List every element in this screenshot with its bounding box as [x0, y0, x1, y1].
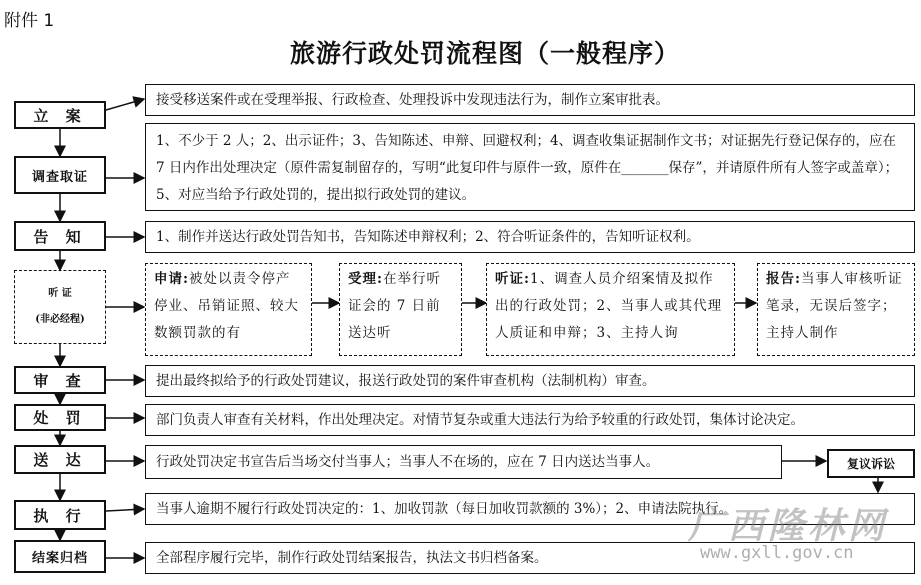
watermark-brand: 广西隆林网 — [688, 505, 889, 547]
arrow-execution-desc — [106, 509, 144, 511]
desc-filing: 接受移送案件或在受理举报、行政检查、处理投诉中发现违法行为，制作立案审批表。 — [145, 84, 915, 116]
hearing-apply-text: 被处以责令停产停业、吊销证照、较大数额罚款的有 — [154, 271, 299, 341]
step-filing: 立 案 — [14, 101, 106, 129]
step-service: 送 达 — [14, 445, 106, 474]
step-hearing — [14, 270, 106, 344]
hearing-apply-label: 申请: — [154, 271, 189, 287]
step-penalty: 处 罚 — [14, 404, 106, 431]
hearing-step-note: (非必经程) — [35, 314, 85, 325]
hearing-accept-box — [339, 263, 462, 356]
hearing-proceedings-box — [486, 263, 735, 356]
desc-closing: 全部程序履行完毕，制作行政处罚结案报告，执法文书归档备案。 — [145, 542, 915, 574]
hearing-accept-label: 受理: — [348, 271, 383, 287]
hearing-report-label: 报告: — [766, 271, 801, 287]
arrow-filing-desc — [106, 99, 144, 110]
desc-penalty: 部门负责人审查有关材料，作出处理决定。对情节复杂或重大违法行为给予较重的行政处罚，集体讨论决定。 — [145, 404, 915, 436]
desc-notice: 1、制作并送达行政处罚告知书，告知陈述申辩权利；2、符合听证条件的，告知听证权利。 — [145, 221, 915, 253]
hearing-report-text: 当事人审核听证笔录，无误后签字；主持人制作 — [766, 271, 903, 341]
hearing-step-title: 听 证 — [48, 288, 72, 299]
page-title: 旅游行政处罚流程图（一般程序） — [289, 39, 680, 68]
step-execution: 执 行 — [14, 500, 106, 530]
review-litigation-box: 复议诉讼 — [827, 449, 915, 478]
step-investigation: 调查取证 — [14, 156, 106, 194]
step-closing: 结案归档 — [14, 540, 106, 573]
desc-service: 行政处罚决定书宣告后当场交付当事人；当事人不在场的，应在 7 日内送达当事人。 — [145, 445, 782, 479]
hearing-apply-box — [145, 263, 312, 356]
hearing-accept-text: 在举行听证会的 7 日前送达听 — [348, 271, 441, 341]
desc-investigation: 1、不少于 2 人；2、出示证件；3、告知陈述、申辩、回避权利；4、调查收集证据制作文书；对证据先行登记保存的，应在 7 日内作出处理决定（原件需复制留存的，写明“此复印件与原件一致，原件在_______保存”，并请原件所有人签字或盖章）；5、对应当给予行政处罚的，提出拟行政处罚的建议。 — [145, 123, 915, 211]
hearing-proceedings-label: 听证: — [495, 271, 530, 287]
desc-review: 提出最终拟给予的行政处罚建议，报送行政处罚的案件审查机构（法制机构）审查。 — [145, 365, 915, 397]
annex-label: 附件 1 — [4, 11, 55, 31]
hearing-proceedings-text: 1、调查人员介绍案情及拟作出的行政处罚；2、当事人或其代理人质证和申辩；3、主持人询 — [495, 271, 723, 341]
step-review: 审 查 — [14, 366, 106, 394]
step-notice: 告 知 — [14, 221, 106, 251]
watermark-url: www.gxll.gov.cn — [700, 543, 854, 563]
desc-execution: 当事人逾期不履行行政处罚决定的：1、加收罚款（每日加收罚款额的 3%）；2、申请法院执行。 — [145, 493, 915, 525]
hearing-report-box — [757, 263, 915, 356]
